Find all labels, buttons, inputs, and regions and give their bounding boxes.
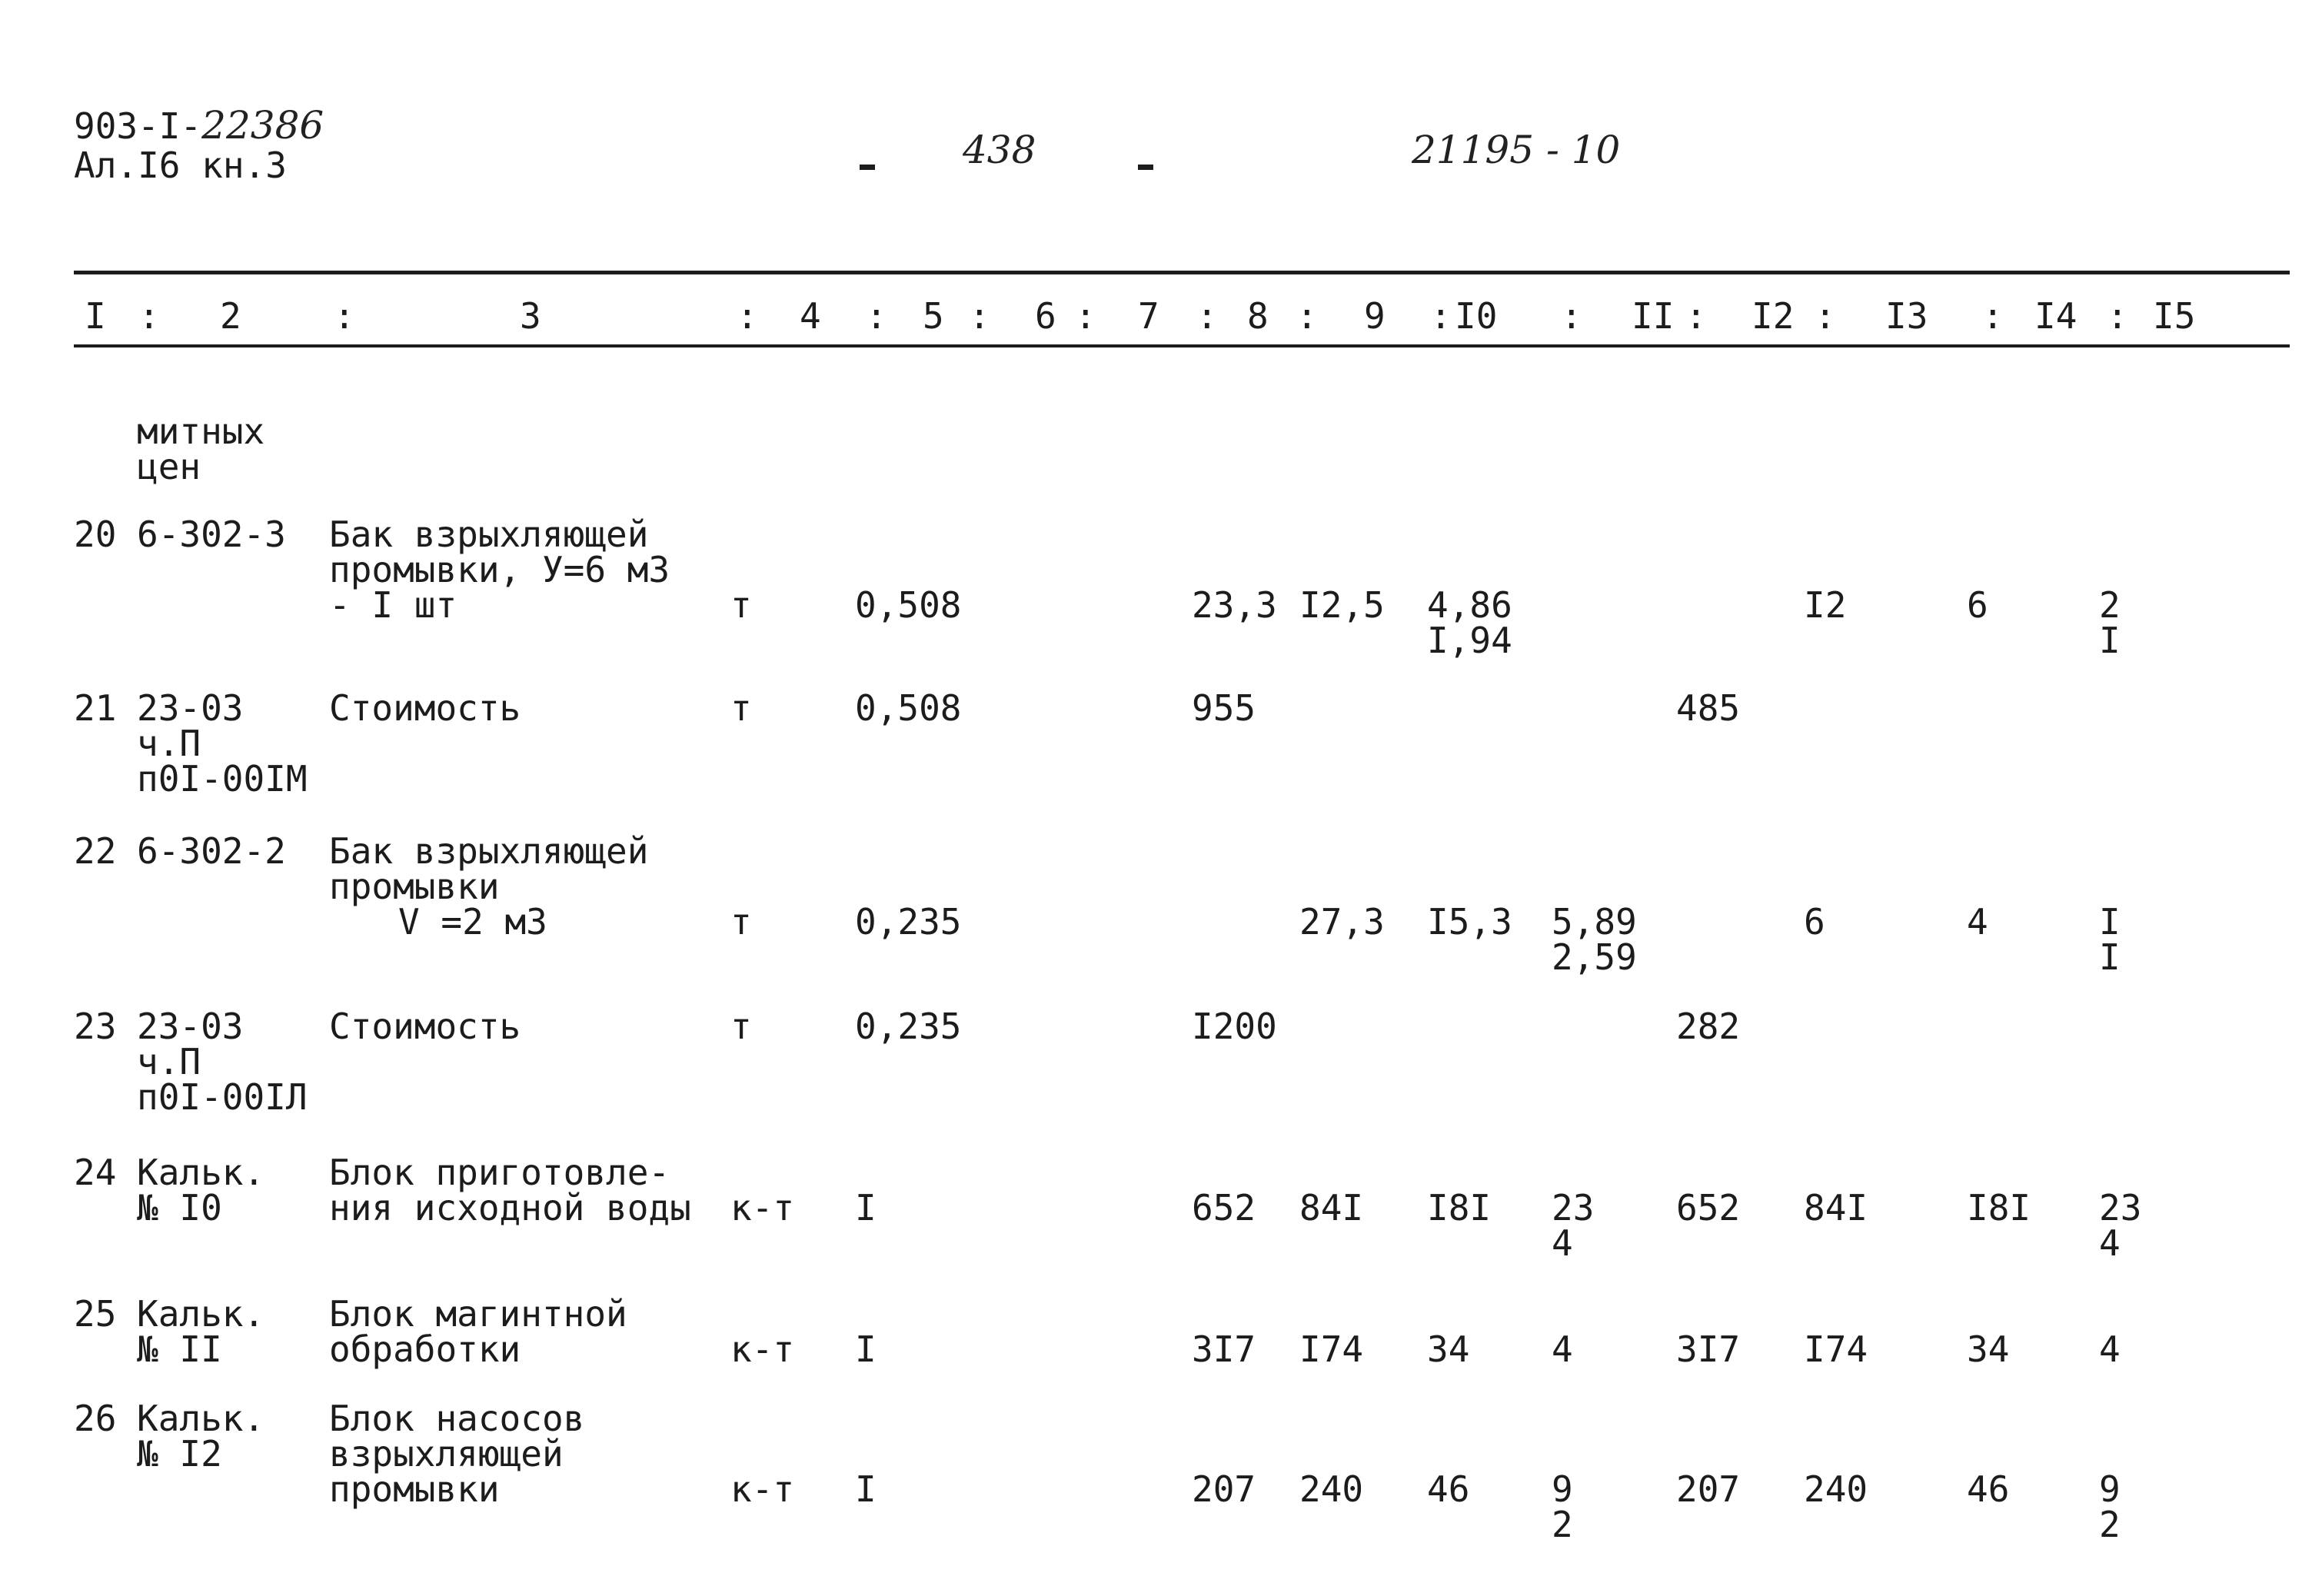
header-rule-top — [74, 271, 2290, 274]
value-col-12: 282 — [1676, 1006, 1741, 1047]
quantity: 0,235 — [855, 1006, 962, 1047]
norm-code: Кальк. — [137, 1152, 265, 1193]
value-col-10: 34 — [1427, 1328, 1470, 1370]
column-number-3: 3 — [520, 295, 541, 337]
row-number: 26 — [74, 1398, 117, 1439]
quantity: I — [855, 1187, 877, 1229]
norm-code: № I2 — [137, 1433, 222, 1475]
item-name: Стоимость — [329, 687, 521, 729]
column-number-1: I — [85, 295, 106, 337]
value-col-8: 3I7 — [1192, 1328, 1256, 1370]
unit: т — [730, 901, 752, 943]
value-col-15: I — [2099, 936, 2121, 978]
inventory-number: 21195 - 10 — [1412, 128, 1621, 172]
page-number-dash-right — [1138, 165, 1153, 170]
value-col-12: 207 — [1676, 1468, 1741, 1510]
value-col-13: I2 — [1804, 584, 1847, 626]
value-col-14: 6 — [1967, 584, 1988, 626]
item-name: Блок приготовле- — [329, 1152, 670, 1193]
value-col-12: 3I7 — [1676, 1328, 1741, 1370]
column-separator: : — [1815, 295, 1836, 337]
value-col-11: 2 — [1552, 1504, 1573, 1545]
value-col-11: 5,89 — [1552, 901, 1637, 943]
norm-code: 23-03 — [137, 1006, 244, 1047]
value-col-9: 27,3 — [1299, 901, 1385, 943]
doc-code-typed: 903-I- — [74, 105, 202, 147]
page-number-dash-left — [860, 165, 875, 170]
value-col-11: 4 — [1552, 1222, 1573, 1264]
value-col-10: I5,3 — [1427, 901, 1512, 943]
column-number-12: I2 — [1751, 295, 1795, 337]
column-number-14: I4 — [2034, 295, 2077, 337]
header-rule-bottom — [74, 344, 2290, 347]
value-col-11: 9 — [1552, 1468, 1573, 1510]
value-col-15: I — [2099, 901, 2121, 943]
column-number-11: II — [1632, 295, 1675, 337]
unit: к-т — [730, 1187, 795, 1229]
column-separator: : — [737, 295, 758, 337]
column-number-15: I5 — [2153, 295, 2196, 337]
quantity: 0,235 — [855, 901, 962, 943]
album-line: Ал.I6 кн.3 — [74, 145, 287, 186]
norm-code: п0I-00IЛ — [137, 1076, 308, 1118]
column-separator: : — [1196, 295, 1218, 337]
norm-code: 6-302-2 — [137, 830, 286, 872]
item-name: Стоимость — [329, 1006, 521, 1047]
item-name: промывки — [329, 866, 500, 907]
item-name: Блок насосов — [329, 1398, 585, 1439]
norm-code: № II — [137, 1328, 222, 1370]
doc-code — [74, 103, 324, 148]
quantity: I — [855, 1328, 877, 1370]
quantity: 0,508 — [855, 687, 962, 729]
value-col-10: 4,86 — [1427, 584, 1512, 626]
column-separator: : — [1982, 295, 2004, 337]
item-name: Блок магинтной — [329, 1293, 627, 1335]
column-number-13: I3 — [1885, 295, 1928, 337]
value-col-14: 46 — [1967, 1468, 2010, 1510]
column-number-2: 2 — [220, 295, 241, 337]
value-col-15: 2 — [2099, 1504, 2121, 1545]
value-col-10: I8I — [1427, 1187, 1492, 1229]
row-number: 25 — [74, 1293, 117, 1335]
unit: т — [730, 584, 752, 626]
value-col-12: 485 — [1676, 687, 1741, 729]
value-col-13: I74 — [1804, 1328, 1868, 1370]
value-col-13: 84I — [1804, 1187, 1868, 1229]
norm-code: Кальк. — [137, 1398, 265, 1439]
row-number: 24 — [74, 1152, 117, 1193]
unit: к-т — [730, 1328, 795, 1370]
value-col-15: 4 — [2099, 1328, 2121, 1370]
value-col-13: 6 — [1804, 901, 1825, 943]
row-number: 20 — [74, 514, 117, 555]
value-col-15: 4 — [2099, 1222, 2121, 1264]
value-col-11: 4 — [1552, 1328, 1573, 1370]
row-number: 22 — [74, 830, 117, 872]
value-col-9: 240 — [1299, 1468, 1364, 1510]
unit: т — [730, 1006, 752, 1047]
column-number-5: 5 — [923, 295, 944, 337]
value-col-8: I200 — [1192, 1006, 1277, 1047]
column-separator: : — [334, 295, 355, 337]
norm-code: 23-03 — [137, 687, 244, 729]
value-col-14: 4 — [1967, 901, 1988, 943]
value-col-9: I2,5 — [1299, 584, 1385, 626]
value-col-8: 955 — [1192, 687, 1256, 729]
column-separator: : — [1430, 295, 1452, 337]
column-number-6: 6 — [1035, 295, 1056, 337]
norm-code: ч.П — [137, 723, 201, 764]
column-separator: : — [1296, 295, 1318, 337]
item-name: промывки — [329, 1468, 500, 1510]
value-col-8: 652 — [1192, 1187, 1256, 1229]
unit: т — [730, 687, 752, 729]
item-name: - I шт — [329, 584, 457, 626]
column-number-7: 7 — [1138, 295, 1159, 337]
value-col-8: 207 — [1192, 1468, 1256, 1510]
column-separator: : — [1075, 295, 1096, 337]
norm-code: митных — [137, 411, 265, 452]
column-number-4: 4 — [800, 295, 821, 337]
column-separator: : — [866, 295, 887, 337]
value-col-9: I74 — [1299, 1328, 1364, 1370]
value-col-11: 2,59 — [1552, 936, 1637, 978]
row-number: 21 — [74, 687, 117, 729]
value-col-13: 240 — [1804, 1468, 1868, 1510]
value-col-14: I8I — [1967, 1187, 2031, 1229]
unit: к-т — [730, 1468, 795, 1510]
norm-code: Кальк. — [137, 1293, 265, 1335]
value-col-15: 9 — [2099, 1468, 2121, 1510]
item-name: Бак взрыхляющей — [329, 514, 649, 555]
quantity: I — [855, 1468, 877, 1510]
column-separator: : — [2107, 295, 2128, 337]
norm-code: 6-302-3 — [137, 514, 286, 555]
value-col-15: 2 — [2099, 584, 2121, 626]
doc-code-handwritten: 22386 — [201, 103, 324, 148]
column-separator: : — [1561, 295, 1582, 337]
item-name: обработки — [329, 1328, 521, 1370]
value-col-8: 23,3 — [1192, 584, 1277, 626]
column-separator: : — [138, 295, 160, 337]
page-number: 438 — [963, 128, 1036, 172]
norm-code: ч.П — [137, 1041, 201, 1082]
column-separator: : — [969, 295, 990, 337]
value-col-15: 23 — [2099, 1187, 2142, 1229]
item-name: ния исходной воды — [329, 1187, 691, 1229]
value-col-11: 23 — [1552, 1187, 1595, 1229]
norm-code: п0I-00IМ — [137, 758, 308, 800]
item-name: V =2 м3 — [398, 901, 547, 943]
value-col-15: I — [2099, 620, 2121, 661]
value-col-9: 84I — [1299, 1187, 1364, 1229]
norm-code: № I0 — [137, 1187, 222, 1229]
norm-code: цен — [137, 446, 201, 487]
column-number-9: 9 — [1364, 295, 1386, 337]
column-separator: : — [1685, 295, 1707, 337]
row-number: 23 — [74, 1006, 117, 1047]
value-col-12: 652 — [1676, 1187, 1741, 1229]
column-number-8: 8 — [1247, 295, 1269, 337]
column-number-10: I0 — [1455, 295, 1498, 337]
item-name: Бак взрыхляющей — [329, 830, 649, 872]
value-col-14: 34 — [1967, 1328, 2010, 1370]
item-name: промывки, У=6 м3 — [329, 549, 670, 590]
value-col-10: 46 — [1427, 1468, 1470, 1510]
quantity: 0,508 — [855, 584, 962, 626]
value-col-10: I,94 — [1427, 620, 1512, 661]
item-name: взрыхляющей — [329, 1433, 564, 1475]
